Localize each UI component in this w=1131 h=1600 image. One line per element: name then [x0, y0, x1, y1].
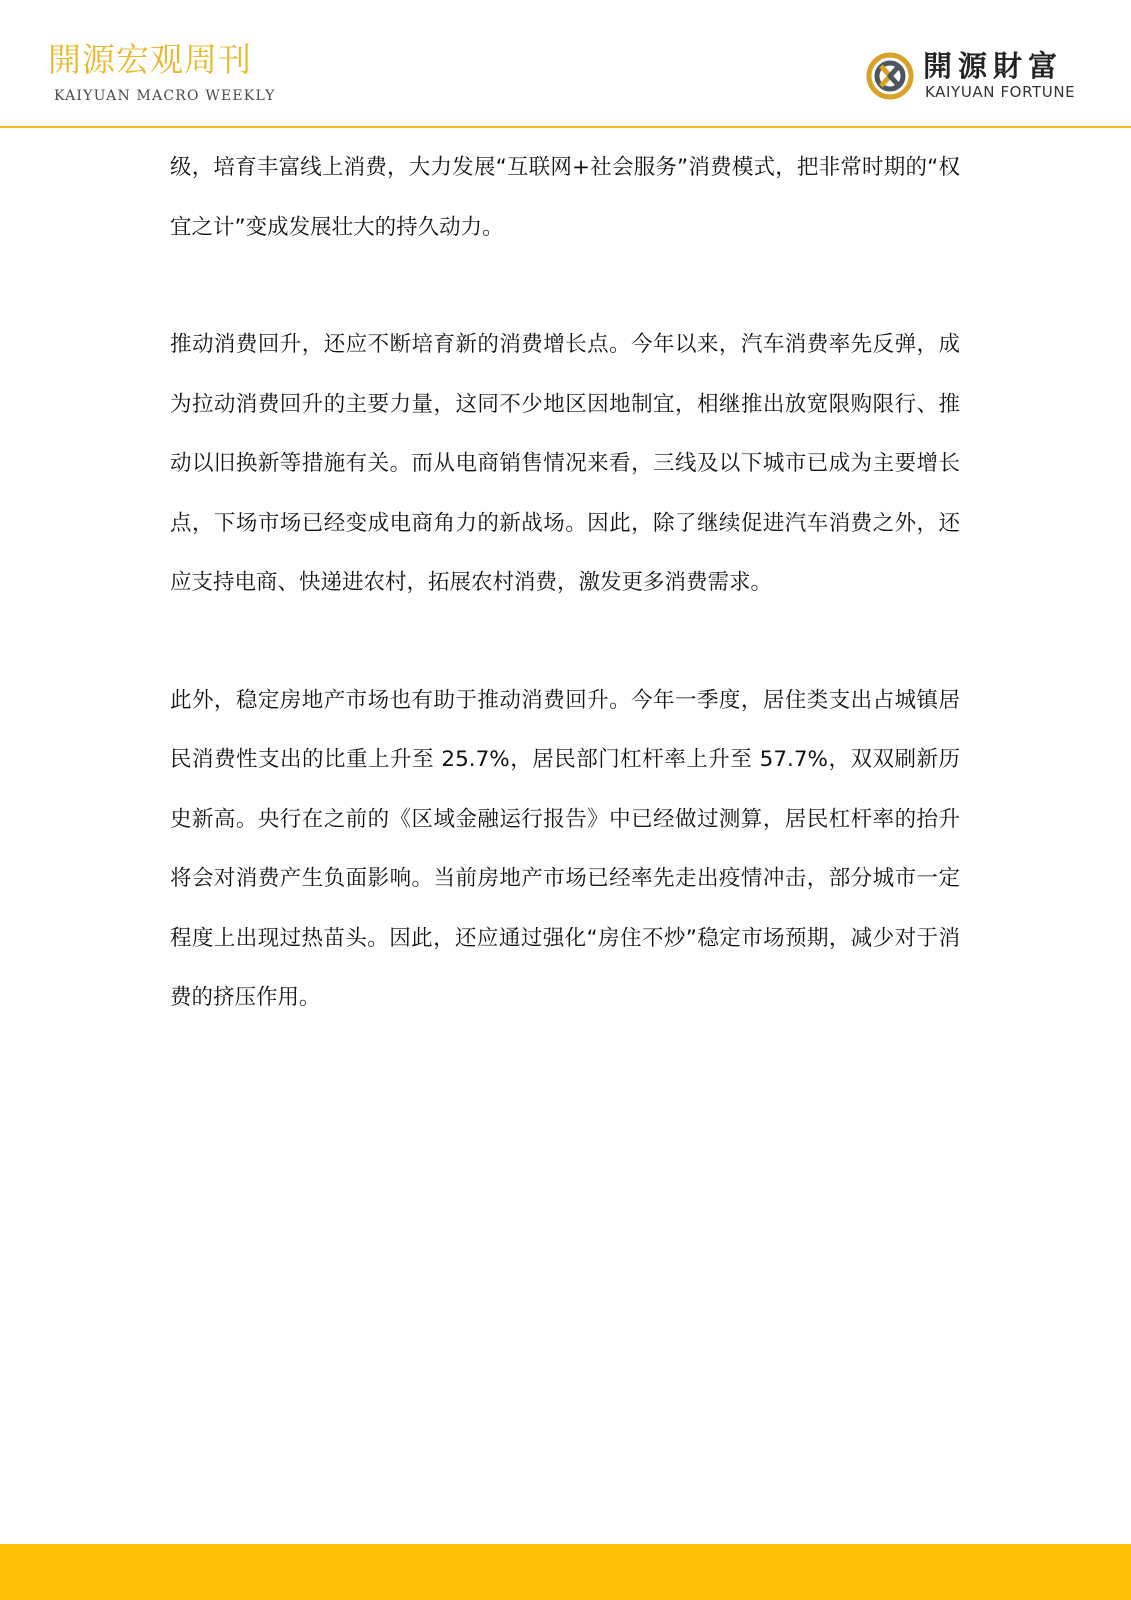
page-header: [0, 0, 1131, 128]
header-divider: [0, 126, 1131, 128]
paragraph-1: 级，培育丰富线上消费，大力发展“互联网+社会服务”消费模式，把非常时期的“权宜之计”变成发展壮大的持久动力。: [170, 155, 960, 240]
paragraph-3: 此外，稳定房地产市场也有助于推动消费回升。今年一季度，居住类支出占城镇居民消费性支出的比重上升至 25.7%，居民部门杠杆率上升至 57.7%，双双刷新历史新高。央行在之前的《区域金融运行报告》中已经做过测算，居民杠杆率的抬升将会对消费产生负面影响。当前房地产市场已经率先走出疫情冲击，部分城市一定程度上出现过热苗头。因此，还应通过强化“房住不炒”稳定市场预期，减少对于消费的挤压作用。: [170, 687, 960, 1010]
company-logo: [866, 50, 1086, 106]
footer-bar: [0, 1544, 1131, 1600]
publication-subtitle: KAIYUAN MACRO WEEKLY: [54, 88, 276, 104]
article-body: [170, 138, 960, 1028]
kaiyuan-logo-icon: [866, 52, 914, 100]
logo-name-cn: 開源財富: [923, 49, 1064, 83]
logo-name-en: KAIYUAN FORTUNE: [925, 83, 1076, 101]
publication-title: 開源宏观周刊: [48, 40, 252, 79]
paragraph-2: 推动消费回升，还应不断培育新的消费增长点。今年以来，汽车消费率先反弹，成为拉动消费回升的主要力量，这同不少地区因地制宜，相继推出放宽限购限行、推动以旧换新等措施有关。而从电商销售情况来看，三线及以下城市已成为主要增长点，下场市场已经变成电商角力的新战场。因此，除了继续促进汽车消费之外，还应支持电商、快递进农村，拓展农村消费，激发更多消费需求。: [170, 332, 960, 595]
